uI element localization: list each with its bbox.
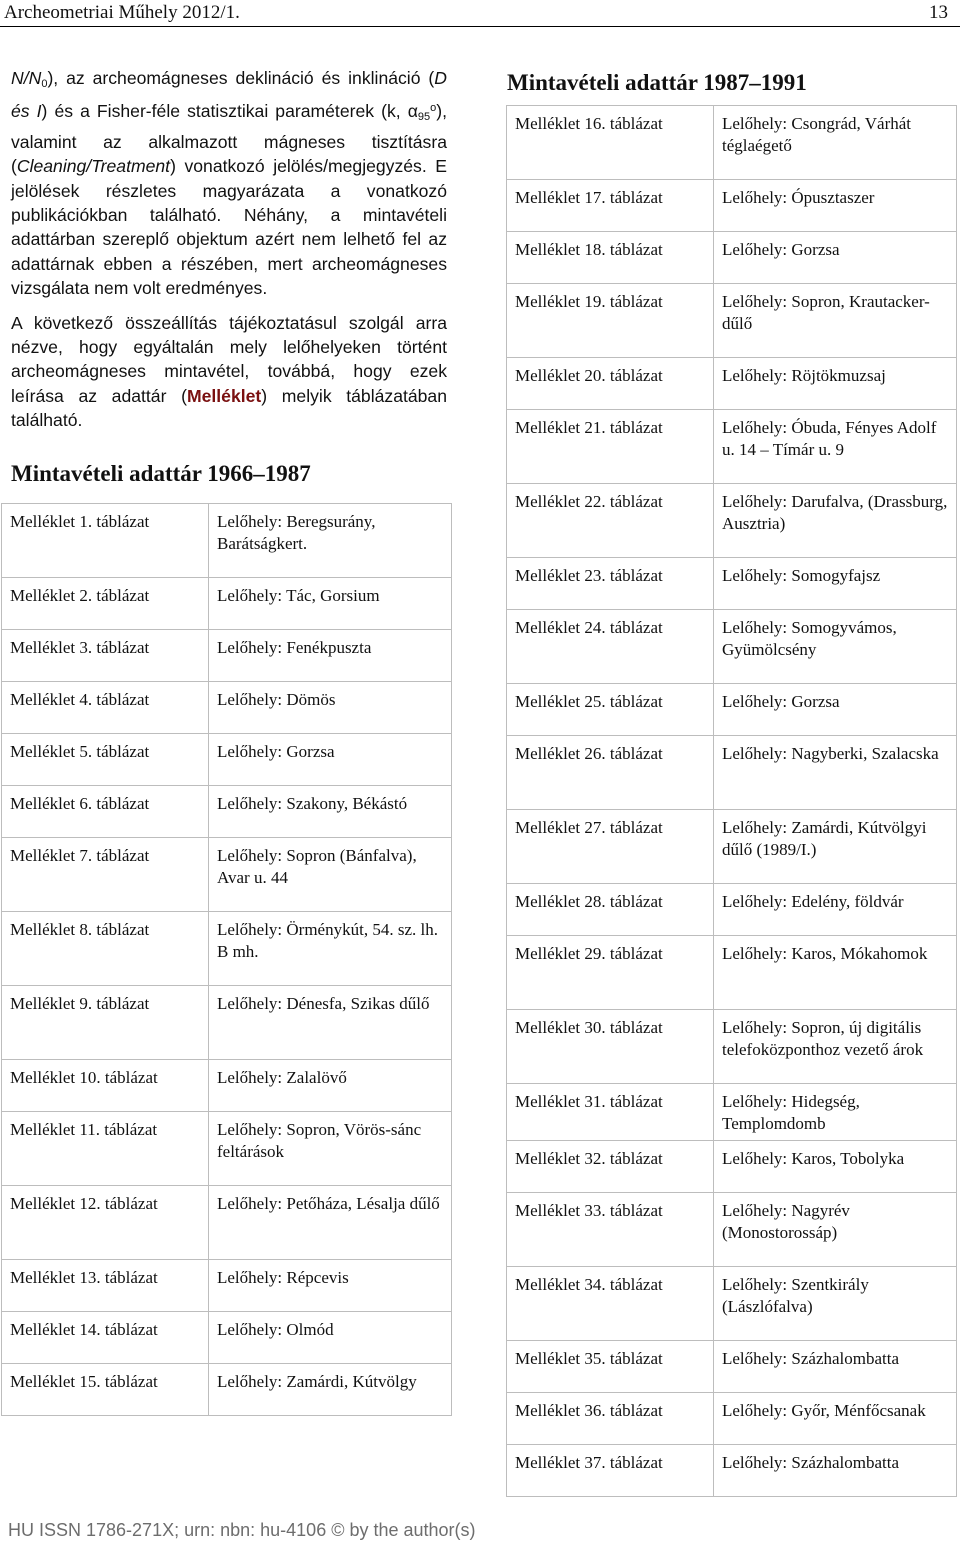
- table-ref-cell: Melléklet 15. táblázat: [2, 1364, 209, 1416]
- table-row: [507, 1010, 957, 1084]
- site-cell: Lelőhely: Nagyberki, Szalacska: [714, 736, 957, 810]
- table-row: [2, 1186, 452, 1260]
- table-row: [2, 786, 452, 838]
- table-ref-cell: Melléklet 6. táblázat: [2, 786, 209, 838]
- table-ref-cell: Melléklet 11. táblázat: [2, 1112, 209, 1186]
- table-ref-cell: Melléklet 27. táblázat: [507, 810, 714, 884]
- table-ref-cell: Melléklet 23. táblázat: [507, 558, 714, 610]
- table-ref-cell: Melléklet 5. táblázat: [2, 734, 209, 786]
- alpha-subscript: 95: [417, 111, 431, 124]
- site-cell: Lelőhely: Sopron, Vörös-sánc feltárások: [209, 1112, 452, 1186]
- table-ref-cell: Melléklet 19. táblázat: [507, 284, 714, 358]
- table-ref-cell: Melléklet 7. táblázat: [2, 838, 209, 912]
- site-cell: Lelőhely: Szentkirály (Lászlófalva): [714, 1267, 957, 1341]
- table-row: [507, 484, 957, 558]
- table-ref-cell: Melléklet 24. táblázat: [507, 610, 714, 684]
- table-row: [507, 810, 957, 884]
- table-ref-cell: Melléklet 17. táblázat: [507, 180, 714, 232]
- table-row: [507, 610, 957, 684]
- site-cell: Lelőhely: Zamárdi, Kútvölgy: [209, 1364, 452, 1416]
- alpha-superscript: o: [430, 102, 437, 115]
- section-title-1966-1987: Mintavételi adattár 1966–1987: [11, 460, 311, 486]
- italic-run: Cleaning/Treatment: [16, 156, 171, 177]
- site-cell: Lelőhely: Somogyvámos, Gyümölcsény: [714, 610, 957, 684]
- table-ref-cell: Melléklet 33. táblázat: [507, 1193, 714, 1267]
- site-cell: Lelőhely: Százhalombatta: [714, 1445, 957, 1497]
- site-cell: Lelőhely: Dömös: [209, 682, 452, 734]
- table-ref-cell: Melléklet 3. táblázat: [2, 630, 209, 682]
- text-run: ), valamint az alkalmazott mágneses tisztításra (: [11, 101, 447, 177]
- intro-paragraph-2: [11, 311, 447, 433]
- site-cell: Lelőhely: Gorzsa: [714, 684, 957, 736]
- site-cell: Lelőhely: Csongrád, Várhát téglaégető: [714, 106, 957, 180]
- table-ref-cell: Melléklet 25. táblázat: [507, 684, 714, 736]
- site-cell: Lelőhely: Dénesfa, Szikas dűlő: [209, 986, 452, 1060]
- text-run: ), az archeomágneses deklináció és inklináció (: [47, 68, 435, 88]
- table-row: [2, 1260, 452, 1312]
- site-cell: Lelőhely: Nagyrév (Monostorossáp): [714, 1193, 957, 1267]
- table-row: [507, 1445, 957, 1497]
- ratio-symbol: N/N: [11, 68, 42, 88]
- register-table-1966-1987: [1, 503, 452, 1416]
- table-ref-cell: Melléklet 28. táblázat: [507, 884, 714, 936]
- site-cell: Lelőhely: Beregsurány, Barátságkert.: [209, 504, 452, 578]
- table-ref-cell: Melléklet 32. táblázat: [507, 1141, 714, 1193]
- table-row: [507, 232, 957, 284]
- table-row: [507, 558, 957, 610]
- table-row: [2, 838, 452, 912]
- site-cell: Lelőhely: Óbuda, Fényes Adolf u. 14 – Tímár u. 9: [714, 410, 957, 484]
- table-ref-cell: Melléklet 8. táblázat: [2, 912, 209, 986]
- table-row: [2, 1060, 452, 1112]
- text-run: ) vonatkozó jelölés/megjegyzés. E jelölések részletes magyarázata a vonatkozó publikációkban található. Néhány, a mintavételi adattárban szereplő objektum azért nem lelhető fel az adattárnak ebben a részében, mert archeomágneses vizsgálata nem volt eredményes.: [11, 156, 447, 299]
- table-ref-cell: Melléklet 31. táblázat: [507, 1084, 714, 1141]
- table-row: [507, 284, 957, 358]
- site-cell: Lelőhely: Sopron, Krautacker-dűlő: [714, 284, 957, 358]
- page-header: [0, 0, 960, 27]
- table-row: [2, 630, 452, 682]
- table-row: [507, 936, 957, 1010]
- site-cell: Lelőhely: Tác, Gorsium: [209, 578, 452, 630]
- table-ref-cell: Melléklet 18. táblázat: [507, 232, 714, 284]
- table-ref-cell: Melléklet 1. táblázat: [2, 504, 209, 578]
- site-cell: Lelőhely: Sopron, új digitális telefoközponthoz vezető árok: [714, 1010, 957, 1084]
- table-ref-cell: Melléklet 2. táblázat: [2, 578, 209, 630]
- table-row: [2, 504, 452, 578]
- left-column: [11, 66, 447, 487]
- table-row: [507, 1341, 957, 1393]
- site-cell: Lelőhely: Edelény, földvár: [714, 884, 957, 936]
- intro-paragraph-1: [11, 66, 447, 301]
- table-row: [2, 578, 452, 630]
- site-cell: Lelőhely: Röjtökmuzsaj: [714, 358, 957, 410]
- table-row: [507, 106, 957, 180]
- site-cell: Lelőhely: Gorzsa: [209, 734, 452, 786]
- table-ref-cell: Melléklet 16. táblázat: [507, 106, 714, 180]
- table-ref-cell: Melléklet 4. táblázat: [2, 682, 209, 734]
- table-row: [507, 358, 957, 410]
- table-ref-cell: Melléklet 37. táblázat: [507, 1445, 714, 1497]
- table-ref-cell: Melléklet 10. táblázat: [2, 1060, 209, 1112]
- table-ref-cell: Melléklet 30. táblázat: [507, 1010, 714, 1084]
- table-row: [507, 1141, 957, 1193]
- site-cell: Lelőhely: Karos, Tobolyka: [714, 1141, 957, 1193]
- site-cell: Lelőhely: Győr, Ménfőcsanak: [714, 1393, 957, 1445]
- table-ref-cell: Melléklet 9. táblázat: [2, 986, 209, 1060]
- site-cell: Lelőhely: Karos, Mókahomok: [714, 936, 957, 1010]
- site-cell: Lelőhely: Somogyfajsz: [714, 558, 957, 610]
- table-row: [2, 986, 452, 1060]
- right-column: [507, 70, 957, 96]
- table-ref-cell: Melléklet 22. táblázat: [507, 484, 714, 558]
- table-ref-cell: Melléklet 34. táblázat: [507, 1267, 714, 1341]
- table-row: [507, 1393, 957, 1445]
- site-cell: Lelőhely: Zamárdi, Kútvölgyi dűlő (1989/I.): [714, 810, 957, 884]
- site-cell: Lelőhely: Olmód: [209, 1312, 452, 1364]
- table-row: [2, 734, 452, 786]
- table-ref-cell: Melléklet 13. táblázat: [2, 1260, 209, 1312]
- table-row: [507, 410, 957, 484]
- table-row: [507, 180, 957, 232]
- text-run: A következő összeállítás tájékoztatásul szolgál arra nézve, hogy egyáltalán mely lelőhelyeken történt archeomágneses mintavétel, továbbá, hogy ezek leírása az adattár (: [11, 312, 447, 406]
- table-ref-cell: Melléklet 35. táblázat: [507, 1341, 714, 1393]
- page-number: 13: [929, 2, 948, 23]
- table-row: [2, 682, 452, 734]
- journal-title: Archeometriai Műhely 2012/1.: [4, 2, 240, 23]
- site-cell: Lelőhely: Répcevis: [209, 1260, 452, 1312]
- melleklet-link[interactable]: Melléklet: [186, 385, 262, 406]
- table-ref-cell: Melléklet 29. táblázat: [507, 936, 714, 1010]
- site-cell: Lelőhely: Szakony, Békástó: [209, 786, 452, 838]
- table-ref-cell: Melléklet 21. táblázat: [507, 410, 714, 484]
- table-row: [2, 912, 452, 986]
- site-cell: Lelőhely: Ópusztaszer: [714, 180, 957, 232]
- site-cell: Lelőhely: Százhalombatta: [714, 1341, 957, 1393]
- table-ref-cell: Melléklet 36. táblázat: [507, 1393, 714, 1445]
- italic-run: D és I: [11, 68, 447, 122]
- table-row: [507, 1084, 957, 1141]
- register-table-1987-1991: [506, 105, 957, 1497]
- table-ref-cell: Melléklet 12. táblázat: [2, 1186, 209, 1260]
- site-cell: Lelőhely: Örménykút, 54. sz. lh. B mh.: [209, 912, 452, 986]
- site-cell: Lelőhely: Hidegség, Templomdomb: [714, 1084, 957, 1141]
- table-row: [507, 1193, 957, 1267]
- table-row: [507, 884, 957, 936]
- site-cell: Lelőhely: Petőháza, Lésalja dűlő: [209, 1186, 452, 1260]
- site-cell: Lelőhely: Gorzsa: [714, 232, 957, 284]
- section-title-1987-1991: Mintavételi adattár 1987–1991: [507, 70, 807, 95]
- text-run: ) melyik táblázatában található.: [11, 385, 448, 431]
- site-cell: Lelőhely: Zalalövő: [209, 1060, 452, 1112]
- table-row: [2, 1112, 452, 1186]
- page-footer: HU ISSN 1786-271X; urn: nbn: hu-4106 © by the author(s): [8, 1520, 476, 1540]
- table-ref-cell: Melléklet 26. táblázat: [507, 736, 714, 810]
- table-row: [507, 684, 957, 736]
- site-cell: Lelőhely: Darufalva, (Drassburg, Ausztria): [714, 484, 957, 558]
- text-run: ) és a Fisher-féle statisztikai paraméterek (k, α: [41, 101, 418, 122]
- site-cell: Lelőhely: Sopron (Bánfalva), Avar u. 44: [209, 838, 452, 912]
- table-row: [507, 736, 957, 810]
- table-row: [507, 1267, 957, 1341]
- table-row: [2, 1312, 452, 1364]
- table-ref-cell: Melléklet 14. táblázat: [2, 1312, 209, 1364]
- ratio-subscript: 0: [41, 78, 48, 90]
- site-cell: Lelőhely: Fenékpuszta: [209, 630, 452, 682]
- table-ref-cell: Melléklet 20. táblázat: [507, 358, 714, 410]
- table-row: [2, 1364, 452, 1416]
